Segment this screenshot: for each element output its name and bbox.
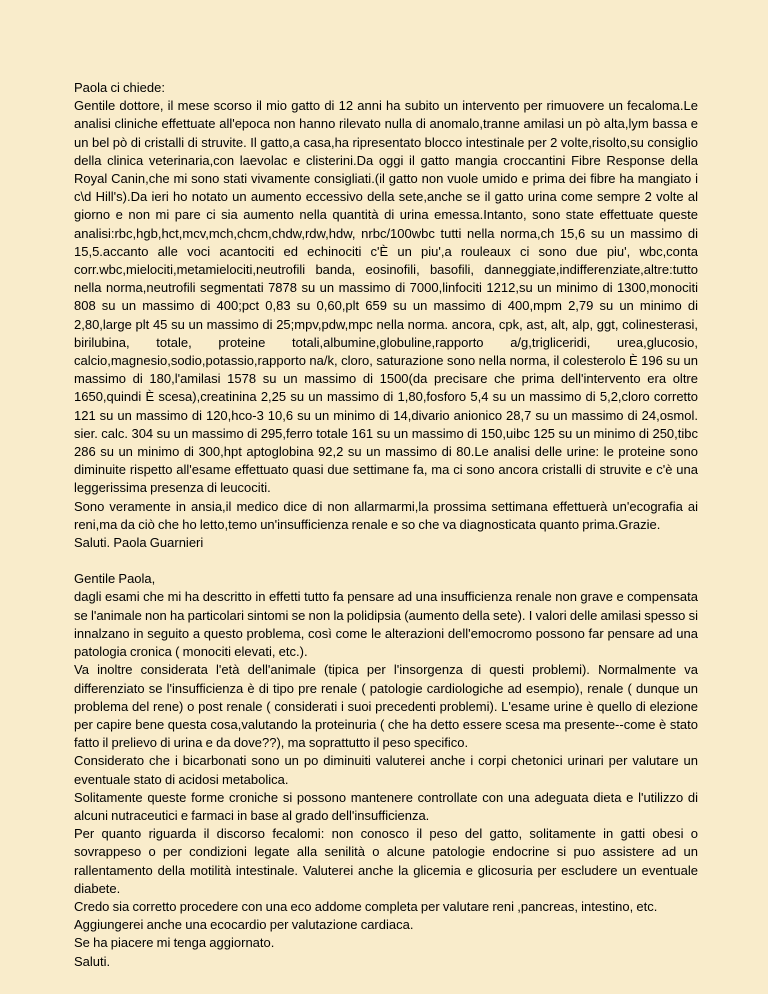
answer-paragraph: Va inoltre considerata l'età dell'animale (tipica per l'insorgenza di questi problemi). Normalmente va differenziato se l'insufficienza è di tipo pre renale ( patologie cardiologiche ad esempio), renale ( dunque un problema del rene) o post renale ( considerati i suoi precedenti problemi). L'esame urine è quello di elezione per capire bene questa cosa,valutando la proteinuria ( che ha detto essere scesa ma presente--come è stato fatto il prelievo di urina e da dove??), ma soprattutto il peso specifico. xyxy=(74,662,698,751)
answer-section xyxy=(74,570,698,970)
answer-paragraph: Considerato che i bicarbonati sono un po diminuiti valuterei anche i corpi chetonici urinari per valutare un eventuale stato di acidosi metabolica. xyxy=(74,753,698,787)
question-intro: Paola ci chiede: xyxy=(74,80,165,95)
question-paragraph: Sono veramente in ansia,il medico dice di non allarmarmi,la prossima settimana effettuerà un'ecografia ai reni,ma da ciò che ho letto,temo un'insufficienza renale e so che va diagnosticata quanto prima.Grazie. xyxy=(74,498,698,532)
answer-paragraph: Credo sia corretto procedere con una eco addome completa per valutare reni ,pancreas, intestino, etc. xyxy=(74,898,658,914)
answer-paragraph: Aggiungerei anche una ecocardio per valutazione cardiaca. xyxy=(74,917,414,933)
answer-greeting: Gentile Paola, xyxy=(74,571,156,587)
question-section xyxy=(74,79,698,552)
question-signature: Saluti. Paola Guarnieri xyxy=(74,535,204,551)
question-paragraph: Gentile dottore, il mese scorso il mio gatto di 12 anni ha subito un intervento per rimuovere un fecaloma.Le analisi cliniche effettuate all'epoca non hanno rilevato nulla di anomalo,tranne amilasi un pò alta,lym bassa e un bel pò di cristalli di struvite. Il gatto,a casa,ha ripresentato blocco intestinale per 2 volte,risolto,su consiglio della clinica veterinaria,con laevolac e clisterini.Da oggi il gatto mangia croccantini Fibre Response della Royal Canin,che mi sono stati vivamente consigliati.(il gatto non vuole umido e prima dei fibre ha mangiato i c\d Hill's).Da ieri ho notato un aumento eccessivo della sete,anche se il gatto urina come sempre 2 volte al giorno e non mi pare ci sia aumento nella quantità di urina emessa.Intanto, sono state effettuate queste analisi:rbc,hgb,hct,mcv,mch,chcm,chdw,rdw,hdw, nrbc/100wbc tutti nella norma,ch 15,6 su un massimo di 15,5.accanto alle voci acantociti ed echinociti c'È un piu',a rouleaux ci sono due piu', wbc,conta corr.wbc,mielociti,metamielociti,neutrofili banda, eosinofili, basofili, danneggiate,indifferenziate,altre:tutto nella norma,neutrofili segmentati 7878 su un massimo di 7000,linfociti 1212,su un minimo di 1300,monociti 808 su un massimo di 400;pct 0,83 su 0,60,plt 659 su un massimo di 400,mpm 2,79 su un minimo di 2,80,large plt 45 su un massimo di 25;mpv,pdw,mpc nella norma. ancora, cpk, ast, alt, alp, ggt, colinesterasi, birilubina, totale, proteine totali,albumine,globuline,rapporto a/g,trigliceridi, urea,glucosio, calcio,magnesio,sodio,potassio,rapporto na/k, cloro, saturazione sono nella norma, il colesterolo È 196 su un massimo di 180,l'amilasi 1578 su un massimo di 1500(da precisare che prima dell'intervento era oltre 1650,quindi È scesa),creatinina 2,25 su un massimo di 1,80,fosforo 5,4 su un massimo di 5,2,cloro corretto 121 su un massimo di 120,hco-3 10,6 su un minimo di 14,divario anionico 28,7 su un massimo di 24,osmol. sier. calc. 304 su un massimo di 295,ferro totale 161 su un massimo di 150,uibc 125 su un minimo di 250,tibc 286 su un minimo di 300,hpt aptoglobina 92,2 su un massimo di 80.Le analisi delle urine: le proteine sono diminuite rispetto all'esame effettuato quasi due settimane fa, ma ci sono ancora cristalli di struvite e c'è una leggerissima presenza di leucociti. xyxy=(74,98,698,496)
answer-paragraph: Se ha piacere mi tenga aggiornato. xyxy=(74,935,275,951)
section-spacer xyxy=(74,552,698,570)
answer-paragraph: dagli esami che mi ha descritto in effetti tutto fa pensare ad una insufficienza renale non grave e compensata se l'animale non ha particolari sintomi se non la polidipsia (aumento della sete). I valori delle amilasi spesso si innalzano in seguito a questo problema, così come le alterazioni dell'emocromo possono far pensare ad una patologia cronica ( monociti elevati, etc.). xyxy=(74,589,698,660)
answer-closing: Saluti. xyxy=(74,953,111,969)
answer-paragraph: Per quanto riguarda il discorso fecalomi: non conosco il peso del gatto, solitamente in gatti obesi o sovrappeso o per condizioni legate alla senilità o alcune patologie endocrine si puo assistere ad un rallentamento della motilità intestinale. Valuterei anche la glicemia e glicosuria per escludere un eventuale diabete. xyxy=(74,826,698,896)
answer-paragraph: Solitamente queste forme croniche si possono mantenere controllate con una adeguata dieta e l'utilizzo di alcuni nutraceutici e farmaci in base al grado dell'insufficienza. xyxy=(74,789,698,823)
